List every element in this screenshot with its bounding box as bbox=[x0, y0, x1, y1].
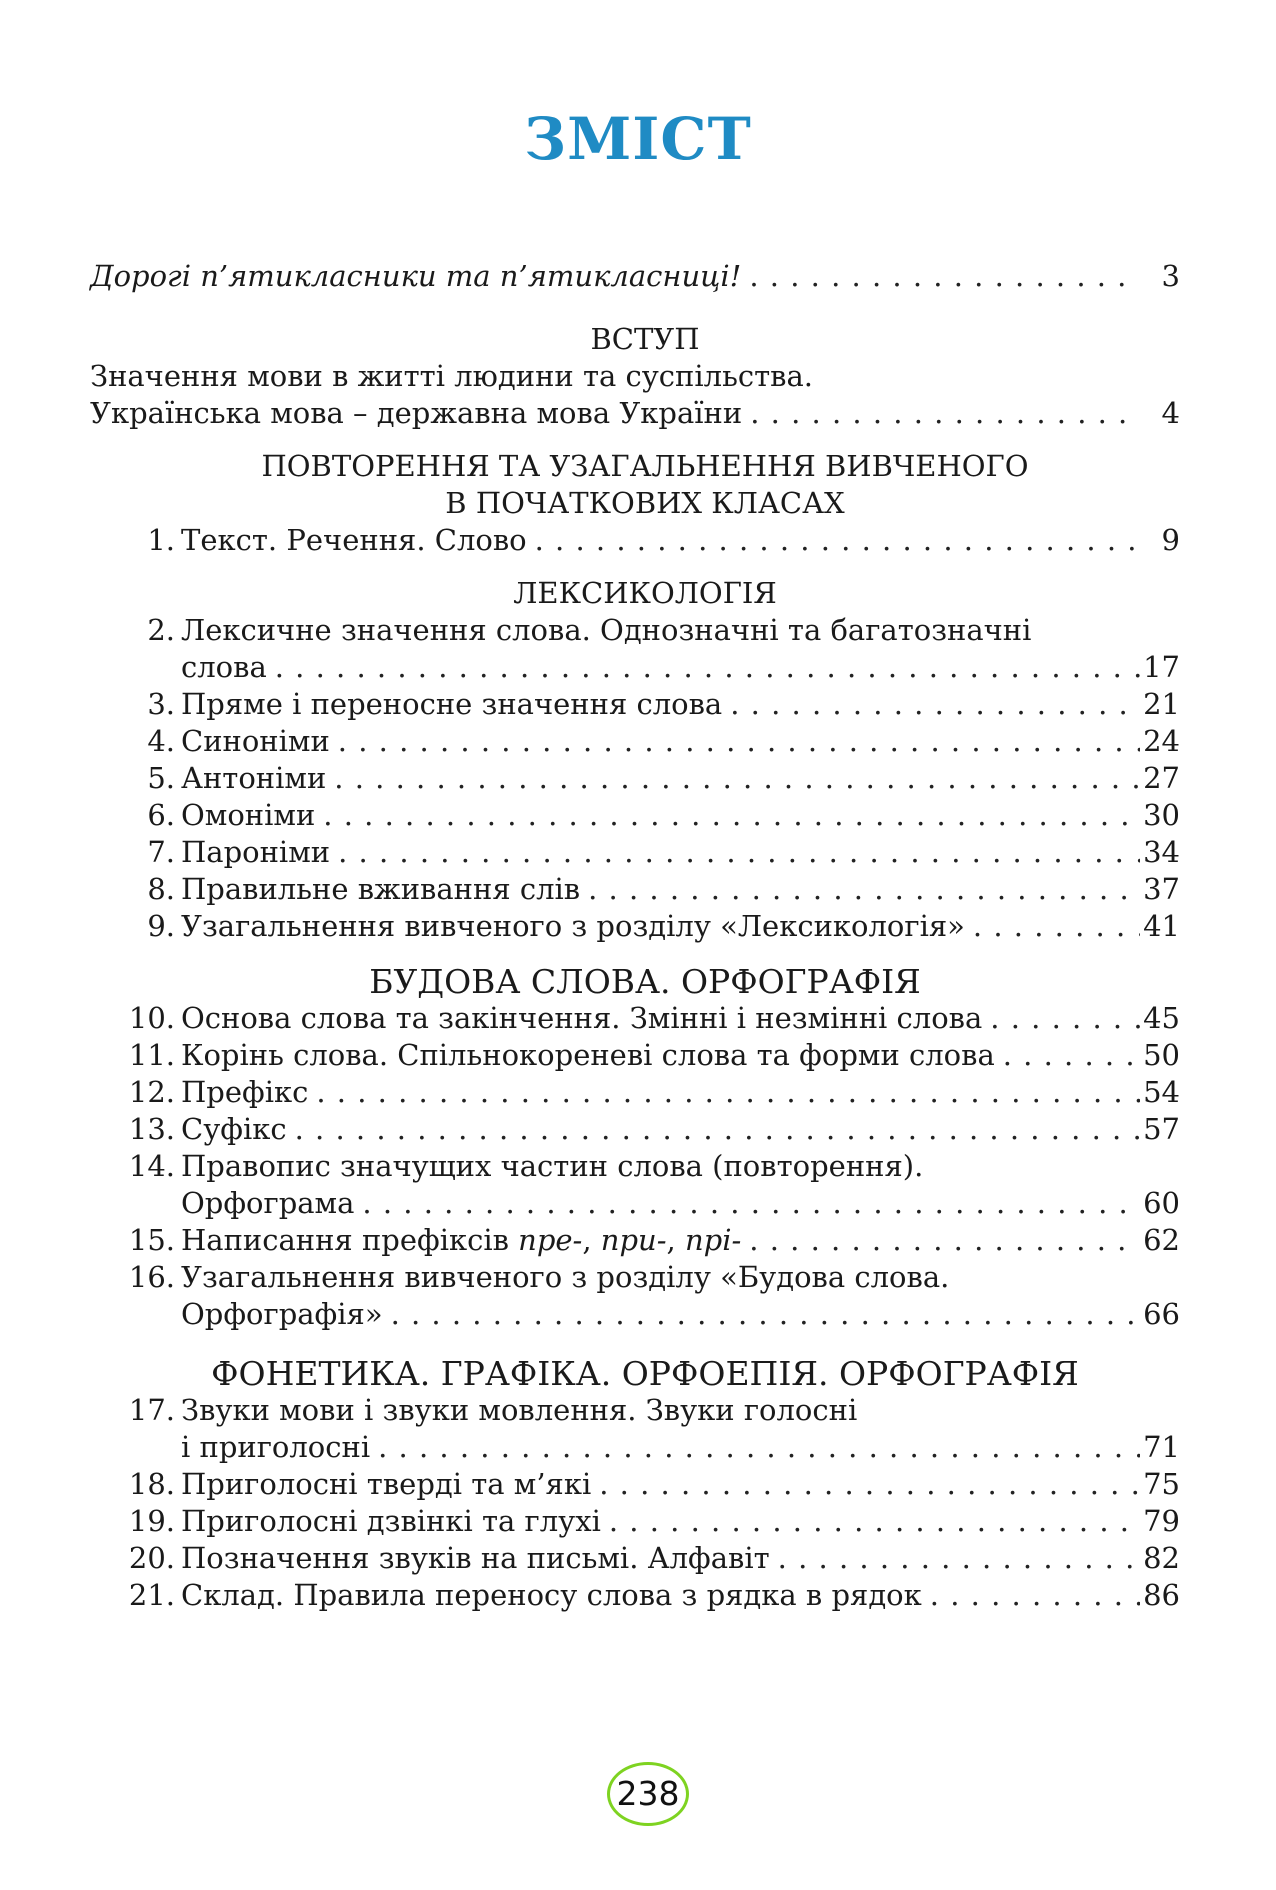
toc-entry-text: Узагальнення вивченого з розділу «Будова слова. bbox=[181, 1260, 950, 1294]
toc-entry-text: і приголосні bbox=[181, 1430, 371, 1464]
toc-entry-number: 14. bbox=[128, 1149, 175, 1183]
toc-entry-number: 1. bbox=[147, 523, 175, 557]
toc-entry-6[interactable] bbox=[110, 797, 1180, 834]
toc-entry-text: Пароніми bbox=[181, 835, 331, 869]
toc-entry-5[interactable] bbox=[110, 760, 1180, 797]
section-heading-vstup: ВСТУП bbox=[590, 322, 700, 356]
section-heading-leksykolohiia: ЛЕКСИКОЛОГІЯ bbox=[513, 576, 777, 610]
toc-entry-2-line1[interactable] bbox=[110, 612, 1180, 649]
leader-dots bbox=[741, 258, 1140, 295]
toc-entry-text: Значення мови в житті людини та суспільства. bbox=[90, 359, 813, 393]
leader-dots bbox=[591, 1466, 1140, 1503]
leader-dots bbox=[527, 522, 1140, 559]
toc-entry-17-line1[interactable] bbox=[110, 1392, 1180, 1429]
toc-entry-13[interactable] bbox=[110, 1111, 1180, 1148]
toc-entry-2[interactable] bbox=[110, 649, 1180, 686]
toc-entry-vstup[interactable] bbox=[90, 395, 1180, 432]
toc-entry-16[interactable] bbox=[110, 1296, 1180, 1333]
toc-page-number: 71 bbox=[1143, 1430, 1180, 1464]
toc-entry-number: 21. bbox=[128, 1578, 175, 1612]
toc-entry-text: Правильне вживання слів bbox=[181, 872, 581, 906]
toc-entry-number: 12. bbox=[128, 1075, 175, 1109]
toc-page-number: 24 bbox=[1143, 724, 1180, 758]
section-heading-povtorennia: ПОВТОРЕННЯ ТА УЗАГАЛЬНЕННЯ ВИВЧЕНОГО bbox=[261, 449, 1029, 483]
toc-entry-text: Приголосні тверді та м’які bbox=[181, 1467, 592, 1501]
leader-dots bbox=[922, 1577, 1140, 1614]
leader-dots bbox=[722, 686, 1140, 723]
prefix-pri: прі- bbox=[684, 1223, 742, 1257]
toc-entry-text: Омоніми bbox=[181, 798, 316, 832]
toc-entry-text: Синоніми bbox=[181, 724, 330, 758]
toc-entry-text: Дорогі п’ятикласники та п’ятикласниці! bbox=[90, 259, 742, 293]
page-number-badge: 238 bbox=[607, 1762, 689, 1826]
toc-entry-16-line1[interactable] bbox=[110, 1259, 1180, 1296]
leader-dots bbox=[330, 723, 1140, 760]
toc-entry-4[interactable] bbox=[110, 723, 1180, 760]
toc-entry-text: Українська мова – державна мова України bbox=[90, 396, 743, 430]
toc-page-number: 82 bbox=[1143, 1541, 1180, 1575]
toc-entry-15[interactable] bbox=[110, 1222, 1180, 1259]
toc-entry-text: Приголосні дзвінкі та глухі bbox=[181, 1504, 601, 1538]
toc-page-number: 86 bbox=[1143, 1578, 1180, 1612]
leader-dots bbox=[326, 760, 1140, 797]
toc-entry-text bbox=[175, 1222, 741, 1259]
toc-page-number: 4 bbox=[1161, 396, 1180, 430]
toc-entry-8[interactable] bbox=[110, 871, 1180, 908]
section-heading-povtorennia-line2: В ПОЧАТКОВИХ КЛАСАХ bbox=[445, 486, 845, 520]
toc-entry-text: Антоніми bbox=[181, 761, 327, 795]
toc-entry-text: Суфікс bbox=[181, 1112, 287, 1146]
toc-entry-number: 18. bbox=[128, 1467, 175, 1501]
toc-entry-19[interactable] bbox=[110, 1503, 1180, 1540]
toc-page-number: 60 bbox=[1143, 1186, 1180, 1220]
table-of-contents bbox=[90, 258, 1180, 1614]
toc-entry-number: 9. bbox=[147, 909, 175, 943]
toc-entry-text: Корінь слова. Спільнокореневі слова та форми слова bbox=[181, 1038, 995, 1072]
toc-entry-3[interactable] bbox=[110, 686, 1180, 723]
toc-entry-text: Узагальнення вивченого з розділу «Лексикологія» bbox=[181, 909, 965, 943]
separator: , bbox=[582, 1223, 601, 1257]
section-heading-budova: БУДОВА СЛОВА. ОРФОГРАФІЯ bbox=[369, 962, 921, 1001]
toc-entry-number: 7. bbox=[147, 835, 175, 869]
section-heading-fonetyka: ФОНЕТИКА. ГРАФІКА. ОРФОЕПІЯ. ОРФОГРАФІЯ bbox=[211, 1354, 1079, 1393]
toc-page-number: 21 bbox=[1143, 687, 1180, 721]
toc-entry-number: 4. bbox=[147, 724, 175, 758]
toc-entry-number: 6. bbox=[147, 798, 175, 832]
toc-page-number: 62 bbox=[1143, 1223, 1180, 1257]
toc-page-number: 9 bbox=[1161, 523, 1180, 557]
toc-page-number: 57 bbox=[1143, 1112, 1180, 1146]
toc-entry-12[interactable] bbox=[110, 1074, 1180, 1111]
leader-dots bbox=[370, 1429, 1140, 1466]
toc-entry-14-line1[interactable] bbox=[110, 1148, 1180, 1185]
toc-entry-20[interactable] bbox=[110, 1540, 1180, 1577]
leader-dots bbox=[383, 1296, 1140, 1333]
toc-page-number: 45 bbox=[1143, 1001, 1180, 1035]
toc-entry-text: Орфограма bbox=[181, 1186, 355, 1220]
toc-entry-14[interactable] bbox=[110, 1185, 1180, 1222]
toc-page-number: 27 bbox=[1143, 761, 1180, 795]
toc-entry-text: Склад. Правила переносу слова з рядка в рядок bbox=[181, 1578, 922, 1612]
leader-dots bbox=[601, 1503, 1140, 1540]
toc-page-number: 54 bbox=[1143, 1075, 1180, 1109]
toc-entry-1[interactable] bbox=[110, 522, 1180, 559]
separator: , bbox=[666, 1223, 685, 1257]
toc-entry-number: 17. bbox=[128, 1393, 175, 1427]
toc-entry-vstup-line1[interactable] bbox=[90, 358, 1180, 395]
page-title: ЗМІСТ bbox=[524, 105, 752, 173]
toc-entry-number: 15. bbox=[128, 1223, 175, 1257]
toc-entry-21[interactable] bbox=[110, 1577, 1180, 1614]
toc-page-number: 79 bbox=[1143, 1504, 1180, 1538]
prefix-pre: пре- bbox=[518, 1223, 583, 1257]
toc-entry-text: Звуки мови і звуки мовлення. Звуки голосні bbox=[181, 1393, 858, 1427]
leader-dots bbox=[354, 1185, 1140, 1222]
toc-page-number: 30 bbox=[1143, 798, 1180, 832]
toc-entry-text: Позначення звуків на письмі. Алфавіт bbox=[181, 1541, 770, 1575]
toc-entry-10[interactable] bbox=[110, 1000, 1180, 1037]
toc-entry-text-main: Написання префіксів bbox=[181, 1223, 519, 1257]
leader-dots bbox=[742, 395, 1140, 432]
toc-entry-18[interactable] bbox=[110, 1466, 1180, 1503]
toc-entry-number: 3. bbox=[147, 687, 175, 721]
prefix-pry: при- bbox=[600, 1223, 667, 1257]
toc-page-number: 3 bbox=[1161, 259, 1180, 293]
toc-entry-number: 10. bbox=[128, 1001, 175, 1035]
toc-entry-text: Орфографія» bbox=[181, 1297, 383, 1331]
toc-page-number: 41 bbox=[1143, 909, 1180, 943]
toc-entry-11[interactable] bbox=[110, 1037, 1180, 1074]
leader-dots bbox=[330, 834, 1140, 871]
toc-page-number: 37 bbox=[1143, 872, 1180, 906]
toc-entry-text: Текст. Речення. Слово bbox=[181, 523, 527, 557]
toc-entry-number: 20. bbox=[128, 1541, 175, 1575]
toc-entry-number: 5. bbox=[147, 761, 175, 795]
leader-dots bbox=[580, 871, 1140, 908]
leader-dots bbox=[982, 1000, 1140, 1037]
leader-dots bbox=[770, 1540, 1140, 1577]
toc-entry-number: 2. bbox=[147, 613, 175, 647]
leader-dots bbox=[741, 1222, 1140, 1259]
toc-page-number: 66 bbox=[1143, 1297, 1180, 1331]
leader-dots bbox=[995, 1037, 1140, 1074]
toc-entry-text: Лексичне значення слова. Однозначні та багатозначні bbox=[181, 613, 1032, 647]
toc-entry-intro[interactable] bbox=[90, 258, 1180, 295]
leader-dots bbox=[965, 908, 1140, 945]
toc-entry-text: слова bbox=[181, 650, 267, 684]
leader-dots bbox=[308, 1074, 1140, 1111]
toc-entry-number: 8. bbox=[147, 872, 175, 906]
toc-entry-text: Основа слова та закінчення. Змінні і незмінні слова bbox=[181, 1001, 983, 1035]
leader-dots bbox=[267, 649, 1140, 686]
toc-page-number: 50 bbox=[1143, 1038, 1180, 1072]
toc-entry-17[interactable] bbox=[110, 1429, 1180, 1466]
toc-page-number: 17 bbox=[1143, 650, 1180, 684]
leader-dots bbox=[287, 1111, 1140, 1148]
toc-entry-text: Правопис значущих частин слова (повторення). bbox=[181, 1149, 924, 1183]
toc-entry-9[interactable] bbox=[110, 908, 1180, 945]
toc-page-number: 75 bbox=[1143, 1467, 1180, 1501]
toc-entry-text: Пряме і переносне значення слова bbox=[181, 687, 723, 721]
toc-entry-number: 13. bbox=[128, 1112, 175, 1146]
toc-entry-7[interactable] bbox=[110, 834, 1180, 871]
toc-entry-number: 19. bbox=[128, 1504, 175, 1538]
leader-dots bbox=[315, 797, 1140, 834]
toc-entry-text: Префікс bbox=[181, 1075, 309, 1109]
toc-entry-number: 16. bbox=[128, 1260, 175, 1294]
toc-page-number: 34 bbox=[1143, 835, 1180, 869]
toc-entry-number: 11. bbox=[128, 1038, 175, 1072]
